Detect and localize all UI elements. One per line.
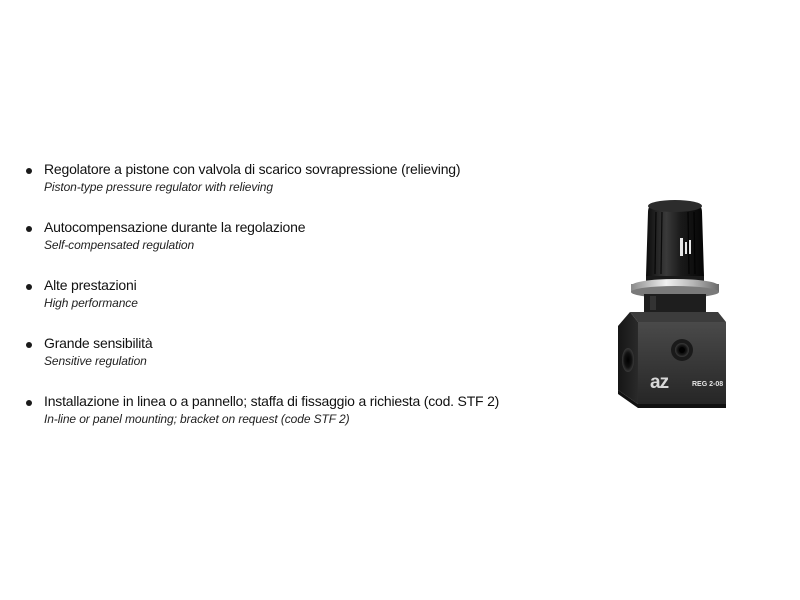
feature-item xyxy=(22,218,582,276)
feature-text-it: Regolatore a pistone con valvola di scarico sovrapressione (relieving) xyxy=(44,161,461,177)
feature-text-it: Alte prestazioni xyxy=(44,277,137,293)
feature-text-en: Self-compensated regulation xyxy=(44,238,195,252)
bullet-icon xyxy=(26,400,32,406)
feature-text-en: Sensitive regulation xyxy=(44,354,147,368)
bullet-icon xyxy=(26,168,32,174)
bullet-icon xyxy=(26,342,32,348)
feature-text-it: Grande sensibilità xyxy=(44,335,153,351)
adjustment-knob xyxy=(646,200,704,282)
feature-list xyxy=(22,160,582,450)
pressure-regulator-image xyxy=(600,190,780,420)
feature-text-it: Autocompensazione durante la regolazione xyxy=(44,219,306,235)
model-label: REG 2-08 xyxy=(692,381,724,388)
feature-text-en: High performance xyxy=(44,296,138,310)
brand-logo: az xyxy=(650,372,669,393)
feature-text-it: Installazione in linea o a pannello; staffa di fissaggio a richiesta (cod. STF 2) xyxy=(44,393,500,409)
bullet-icon xyxy=(26,226,32,232)
bullet-icon xyxy=(26,284,32,290)
regulator-body xyxy=(618,312,726,408)
feature-item xyxy=(22,392,582,450)
feature-text-en: In-line or panel mounting; bracket on request (code STF 2) xyxy=(44,412,350,426)
feature-item xyxy=(22,160,582,218)
feature-item xyxy=(22,334,582,392)
feature-item xyxy=(22,276,582,334)
feature-text-en: Piston-type pressure regulator with relieving xyxy=(44,180,273,194)
